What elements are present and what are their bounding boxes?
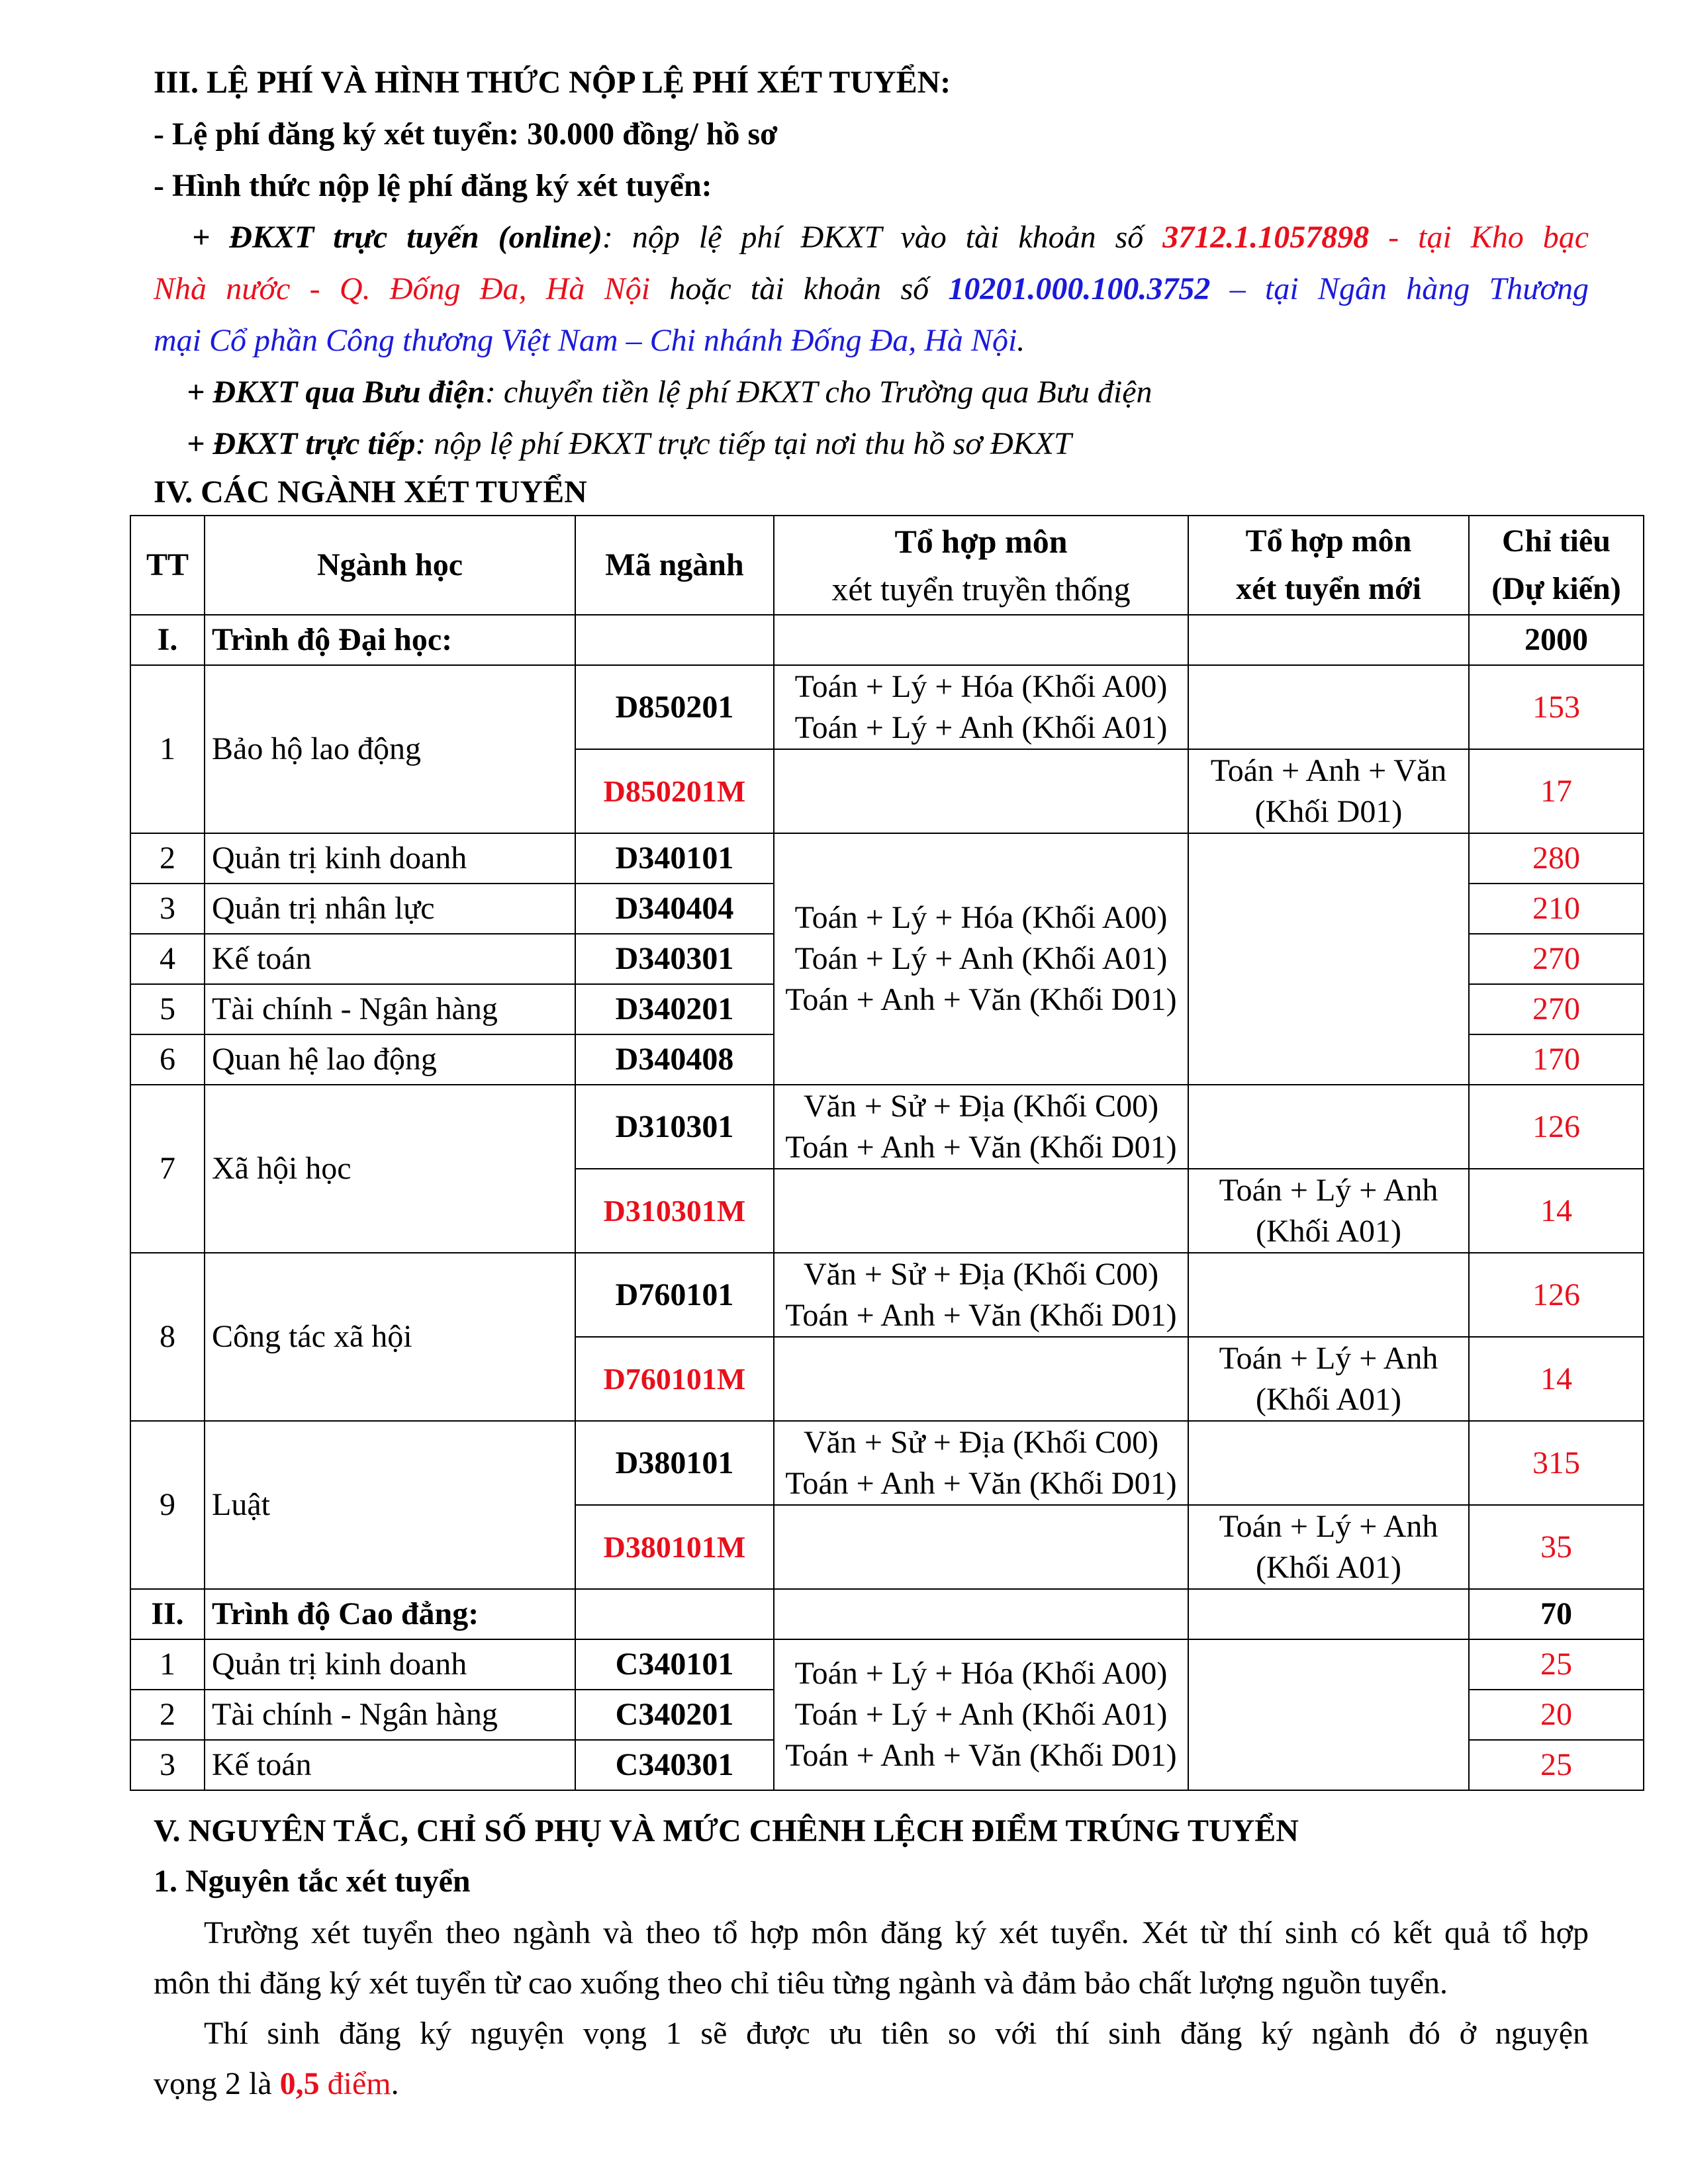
table-row: 9 Luật D380101 Văn + Sử + Địa (Khối C00) Toán + Anh + Văn (Khối D01) 315	[130, 1421, 1644, 1505]
priority-points-value: 0,5	[279, 2066, 320, 2101]
paragraph-2-line-2: vọng 2 là 0,5 điểm.	[154, 2066, 399, 2101]
table-row: 5 Tài chính - Ngân hàng D340201 270	[130, 984, 1644, 1034]
subsection-1-heading: 1. Nguyên tắc xét tuyển	[154, 1864, 471, 1899]
account-number-1: 3712.1.1057898	[1162, 220, 1370, 255]
section-row-university: I. Trình độ Đại học: 2000	[130, 615, 1644, 665]
section-3-heading: III. LỆ PHÍ VÀ HÌNH THỨC NỘP LỆ PHÍ XÉT TUYỂN:	[154, 65, 951, 100]
table-row: 3 Kế toán C340301 25	[130, 1740, 1644, 1790]
paragraph-1-line-2: môn thi đăng ký xét tuyển từ cao xuống theo chỉ tiêu từng ngành và đảm bảo chất lượng nguồn tuyển.	[154, 1966, 1448, 2001]
section-5-heading: V. NGUYÊN TẮC, CHỈ SỐ PHỤ VÀ MỨC CHÊNH LỆCH ĐIỂM TRÚNG TUYỂN	[154, 1813, 1299, 1848]
table-row: 2 Quản trị kinh doanh D340101 Toán + Lý + Hóa (Khối A00) Toán + Lý + Anh (Khối A01) Toán + Anh + Văn (Khối D01) 280	[130, 833, 1644, 884]
table-row: 8 Công tác xã hội D760101 Văn + Sử + Địa (Khối C00) Toán + Anh + Văn (Khối D01) 126	[130, 1253, 1644, 1337]
post-line: + ĐKXT qua Bưu điện: chuyển tiền lệ phí ĐKXT cho Trường qua Bưu điện	[187, 375, 1152, 410]
section-4-heading: IV. CÁC NGÀNH XÉT TUYỂN	[154, 475, 587, 510]
table-row: D310301M Toán + Lý + Anh (Khối A01) 14	[130, 1169, 1644, 1253]
section-row-college: II. Trình độ Cao đẳng: 70	[130, 1589, 1644, 1639]
table-row: 1 Quản trị kinh doanh C340101 Toán + Lý + Hóa (Khối A00) Toán + Lý + Anh (Khối A01) Toán + Anh + Văn (Khối D01) 25	[130, 1639, 1644, 1690]
methods-heading: - Hình thức nộp lệ phí đăng ký xét tuyển:	[154, 168, 712, 203]
table-row: 3 Quản trị nhân lực D340404 210	[130, 884, 1644, 934]
majors-table	[130, 515, 1644, 1791]
online-label: + ĐKXT trực tuyến (online)	[192, 220, 602, 255]
table-row: D850201M Toán + Anh + Văn (Khối D01) 17	[130, 749, 1644, 833]
table-row: 2 Tài chính - Ngân hàng C340201 20	[130, 1690, 1644, 1740]
table-row: 4 Kế toán D340301 270	[130, 934, 1644, 984]
table-row: 7 Xã hội học D310301 Văn + Sử + Địa (Khối C00) Toán + Anh + Văn (Khối D01) 126	[130, 1085, 1644, 1169]
table-row: 1 Bảo hộ lao động D850201 Toán + Lý + Hóa (Khối A00) Toán + Lý + Anh (Khối A01) 153	[130, 665, 1644, 749]
account-number-2: 10201.000.100.3752	[948, 271, 1211, 306]
online-line-2: Nhà nước - Q. Đống Đa, Hà Nội hoặc tài khoản số 10201.000.100.3752 – tại Ngân hàng Thương	[154, 271, 1589, 306]
direct-line: + ĐKXT trực tiếp: nộp lệ phí ĐKXT trực tiếp tại nơi thu hồ sơ ĐKXT	[187, 426, 1072, 461]
online-line-1: + ĐKXT trực tuyến (online): nộp lệ phí ĐKXT vào tài khoản số 3712.1.1057898 - tại Kho bạc	[192, 220, 1589, 255]
table-row: 6 Quan hệ lao động D340408 170	[130, 1034, 1644, 1085]
table-row: D760101M Toán + Lý + Anh (Khối A01) 14	[130, 1337, 1644, 1421]
fee-line: - Lệ phí đăng ký xét tuyển: 30.000 đồng/ hồ sơ	[154, 116, 778, 152]
table-row: D380101M Toán + Lý + Anh (Khối A01) 35	[130, 1505, 1644, 1589]
paragraph-1-line-1: Trường xét tuyển theo ngành và theo tổ hợp môn đăng ký xét tuyển. Xét từ thí sinh có kết quả tổ hợp	[204, 1915, 1589, 1950]
table-header-row: TT Ngành học Mã ngành Tổ hợp môn xét tuyển truyền thống Tổ hợp môn xét tuyển mới Chỉ tiêu (Dự kiến)	[130, 516, 1644, 615]
online-line-3: mại Cổ phần Công thương Việt Nam – Chi nhánh Đống Đa, Hà Nội.	[154, 323, 1025, 358]
paragraph-2-line-1: Thí sinh đăng ký nguyện vọng 1 sẽ được ưu tiên so với thí sinh đăng ký ngành đó ở nguyện	[204, 2016, 1589, 2051]
